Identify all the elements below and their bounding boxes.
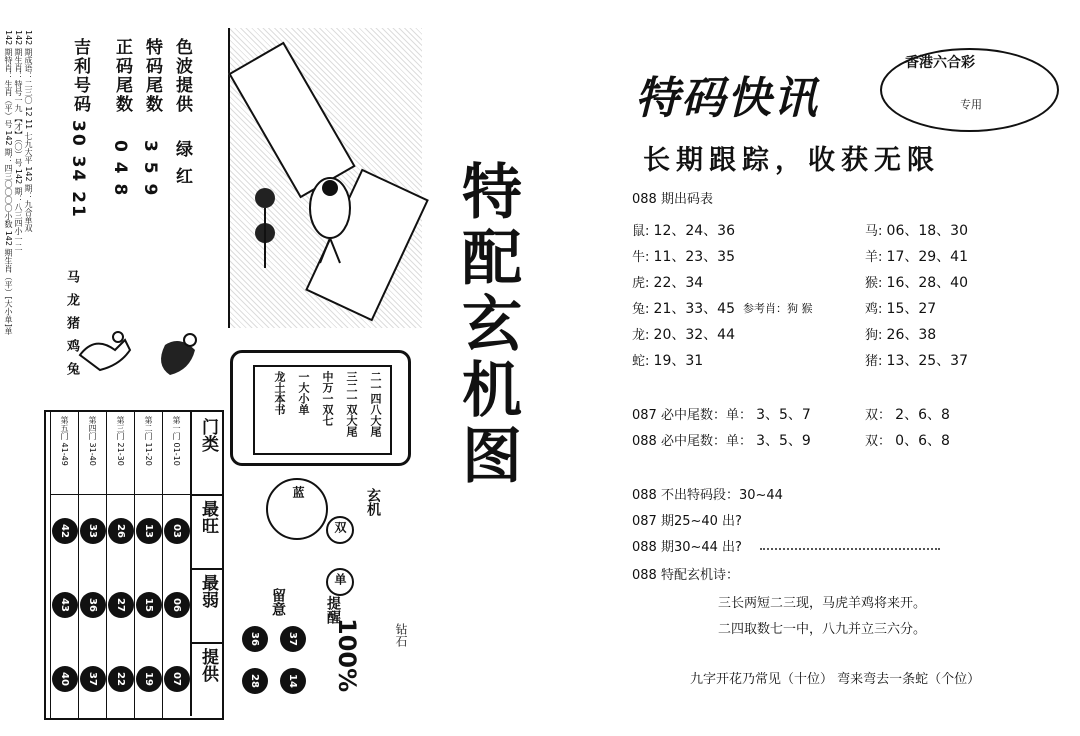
- question-088: 088 期30~44 出?: [632, 540, 742, 555]
- period-table-title: 088 期出码表: [632, 192, 713, 207]
- badge-top-text: 香港六合彩: [905, 55, 975, 71]
- zodiac-row: 鼠: 12、24、36: [632, 223, 735, 239]
- tail-088-even: 双： 0、6、8: [865, 433, 950, 449]
- door-cell: 第二门 11-20: [135, 412, 163, 495]
- weak-ball: 27: [108, 592, 134, 618]
- zodiac-caption: 马龙猪鸡兔: [64, 270, 79, 385]
- poem-line-1: 三长两短二三现，马虎羊鸡将来开。: [718, 596, 927, 611]
- table-row: [162, 412, 191, 718]
- no-out-range: 088 不出特码段：30~44: [632, 488, 783, 503]
- tiny-line-1: 142 期特肖：生肖（平）号 142 期：四三〇〇〇〇小数 142 期生肖（平）[大小单]单: [4, 30, 13, 335]
- table-header-give: 提供: [190, 642, 224, 716]
- hot-ball: 33: [80, 518, 106, 544]
- table-row: [78, 412, 107, 718]
- zodiac-row: 狗: 26、38: [865, 327, 937, 343]
- hot-ball: 03: [164, 518, 190, 544]
- zodiac-row: 牛: 11、23、35: [632, 249, 735, 265]
- device-row-4: 一大小单: [297, 371, 310, 415]
- dotted-line: [760, 548, 940, 550]
- table-row: [50, 412, 79, 718]
- device-row-2: 三二一双大尾: [345, 371, 358, 437]
- zodiac-row: 虎: 22、34: [632, 275, 704, 291]
- dial-single: 单: [326, 568, 354, 596]
- hot-ball: 26: [108, 518, 134, 544]
- zodiac-row: 龙: 20、32、44: [632, 327, 735, 343]
- zodiac-row: 蛇: 19、31: [632, 353, 704, 369]
- give-ball: 22: [108, 666, 134, 692]
- tail-label: 特码尾数: [142, 38, 162, 114]
- dial-ball-1: 37: [280, 626, 306, 652]
- give-ball: 40: [52, 666, 78, 692]
- device-row-3: 中万一双七: [321, 371, 334, 426]
- hk-lottery-badge: [880, 48, 1055, 128]
- zodiac-row: 马: 06、18、30: [865, 223, 968, 239]
- footer-line: 九字开花乃常见（十位） 弯来弯去一条蛇（个位）: [690, 672, 981, 687]
- table-row: [106, 412, 135, 718]
- weak-ball: 15: [136, 592, 162, 618]
- dial-left-circle: [266, 478, 328, 540]
- zodiac-row: 兔: 21、33、45: [632, 301, 735, 317]
- poem-title: 088 特配玄机诗：: [632, 568, 739, 583]
- table-header-door: 门类: [190, 412, 224, 496]
- tail-088-row: 088 必中尾数：单： 3、5、9: [632, 433, 811, 449]
- right-panel: [540, 0, 1080, 736]
- zodiac-row: 猴: 16、28、40: [865, 275, 968, 291]
- tiny-line-2: 142 期生肖：特号一九 【才】（〇）号 142 期：八三四小一二: [14, 30, 23, 251]
- give-ball: 19: [136, 666, 162, 692]
- zodiac-row: 鸡: 15、27: [865, 301, 937, 317]
- give-ball: 37: [80, 666, 106, 692]
- door-cell: 第三门 21-30: [107, 412, 135, 495]
- dial-panel: [228, 468, 418, 718]
- door-cell: 第四门 31-40: [79, 412, 107, 495]
- color-label: 色波提供: [172, 38, 192, 114]
- dial-label-remind: 提醒: [325, 596, 341, 624]
- tail-values: 3 5 9: [140, 140, 160, 198]
- poem-line-2: 二四取数七一中，八九并立三六分。: [718, 622, 927, 637]
- dial-label-blue: 蓝: [291, 486, 305, 498]
- tiny-line-3: 142 期成语：二三〇 12 11 七九大平 142 期：九合单双: [24, 30, 33, 233]
- zodiac-row: 羊: 17、29、41: [865, 249, 968, 265]
- tail-087-row: 087 必中尾数：单： 3、5、7: [632, 407, 811, 423]
- table-row: [134, 412, 163, 718]
- flower-icon: [240, 178, 290, 268]
- device-row-1: 二一四八大尾: [369, 371, 382, 437]
- lucky-label: 吉利号码: [70, 38, 90, 114]
- reference-zodiac: 参考肖：狗 猴: [743, 302, 813, 315]
- weak-ball: 43: [52, 592, 78, 618]
- door-table: [44, 410, 224, 720]
- hot-ball: 13: [136, 518, 162, 544]
- device-panel: [230, 350, 411, 466]
- table-header-weak: 最弱: [190, 568, 224, 644]
- hot-ball: 42: [52, 518, 78, 544]
- tail-087-even: 双： 2、6、8: [865, 407, 950, 423]
- door-cell: 第五门 41-49: [51, 412, 79, 495]
- subtitle: 长期跟踪，收获无限: [643, 145, 940, 176]
- dial-double: 双: [326, 516, 354, 544]
- bird-icon: [290, 168, 370, 268]
- weak-ball: 06: [164, 592, 190, 618]
- device-row-5: 龙土本书: [273, 371, 286, 415]
- door-cell: 第一门 01-10: [163, 412, 191, 495]
- weak-ball: 36: [80, 592, 106, 618]
- color-values: 绿 红: [172, 140, 192, 186]
- big-title: 特配玄机图: [452, 160, 522, 490]
- badge-bottom-text: 专用: [960, 98, 982, 111]
- dial-label-diamond: 钻石: [394, 623, 408, 647]
- animal-sketch-icon: [70, 325, 210, 385]
- scene-illustration: [228, 28, 422, 328]
- table-header-hot: 最旺: [190, 494, 224, 570]
- dial-percent: 100%: [333, 618, 361, 693]
- dial-ball-2: 14: [280, 668, 306, 694]
- question-087: 087 期25~40 出?: [632, 514, 742, 529]
- give-ball: 07: [164, 666, 190, 692]
- dial-ball-4: 28: [242, 668, 268, 694]
- main-title: 特码快讯: [635, 73, 819, 124]
- dial-label-notice: 留意: [270, 588, 286, 616]
- head-values: 0 4 8: [110, 140, 130, 198]
- zodiac-row: 猪: 13、25、37: [865, 353, 968, 369]
- dial-ball-3: 36: [242, 626, 268, 652]
- head-label: 正码尾数: [112, 38, 132, 114]
- dial-label-xuanji: 玄机: [365, 488, 381, 516]
- lucky-values: 30 34 21: [68, 120, 88, 219]
